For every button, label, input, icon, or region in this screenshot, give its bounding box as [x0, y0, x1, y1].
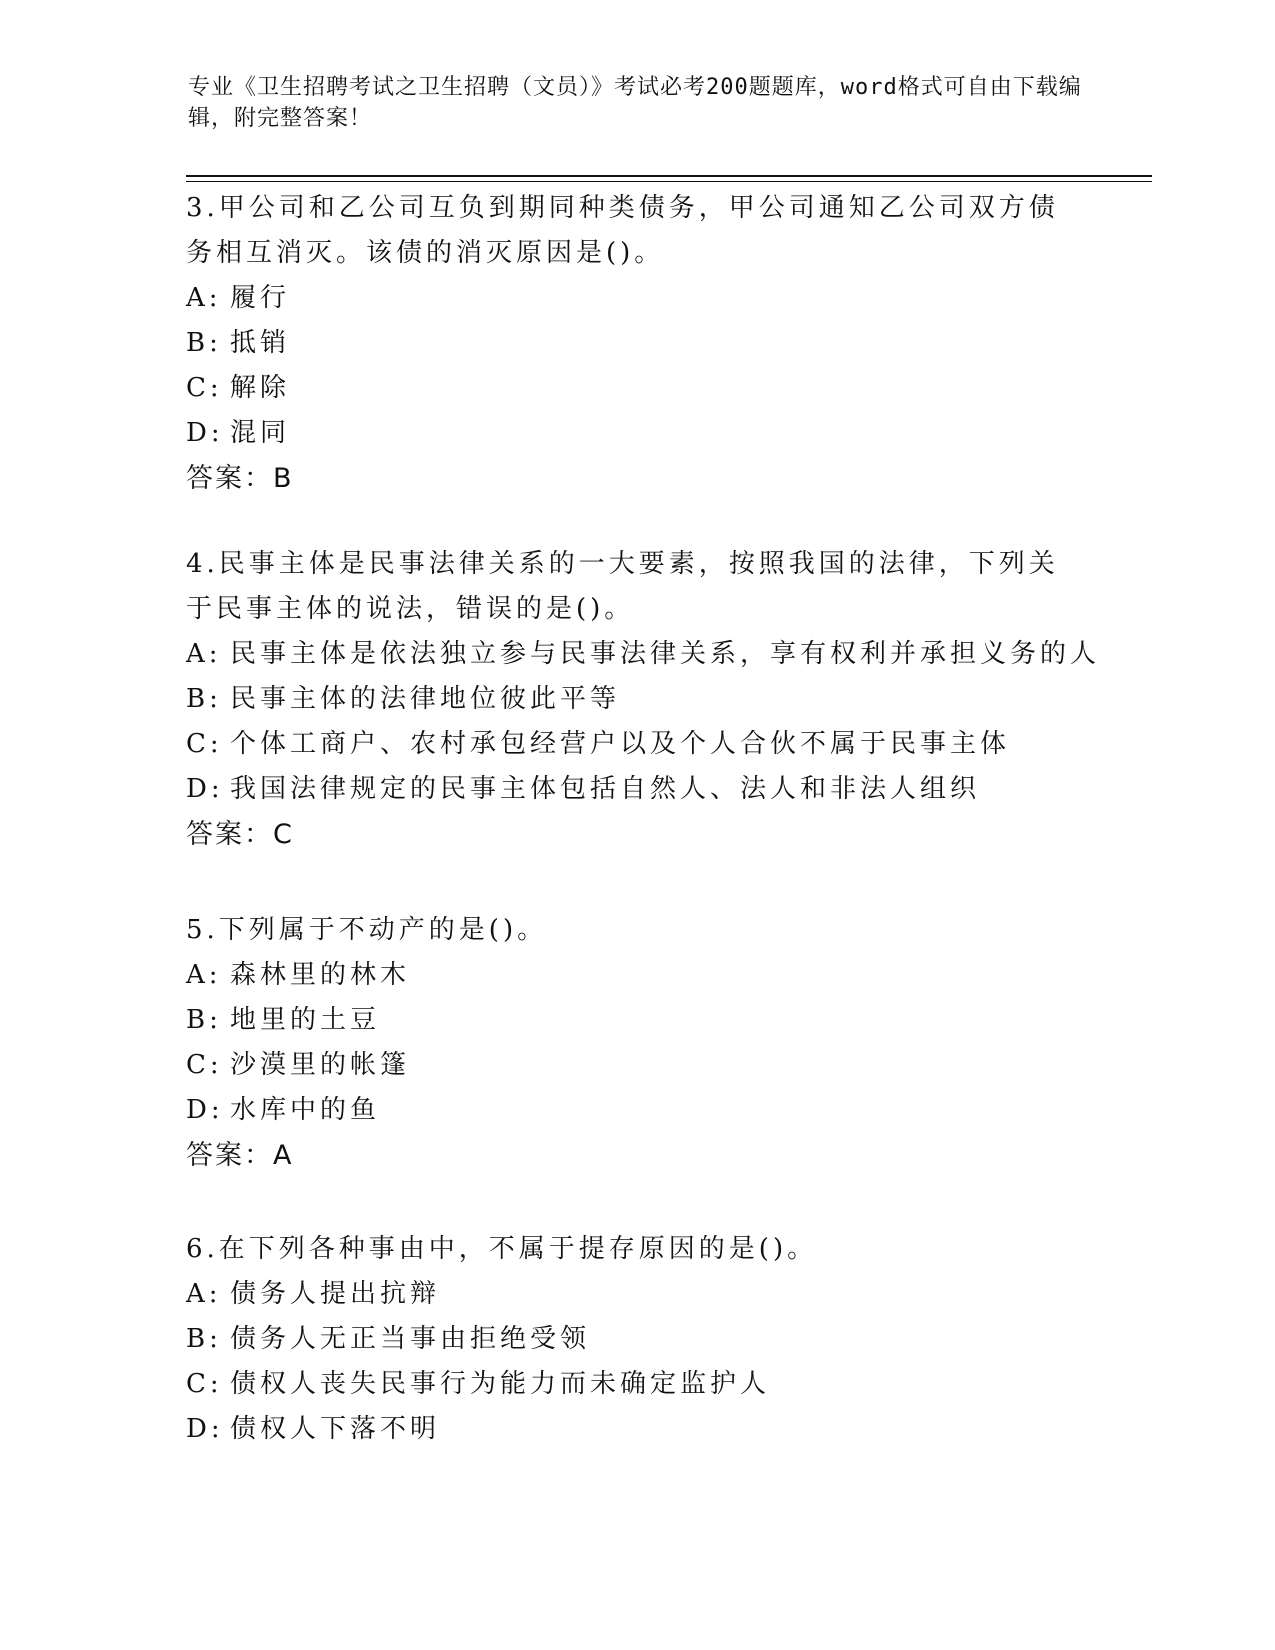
option-text: 解除 — [230, 373, 291, 403]
question-4 — [186, 542, 1166, 857]
option-letter: A: — [186, 1279, 222, 1309]
option-letter: C: — [186, 373, 223, 403]
option-letter: A: — [186, 283, 222, 313]
option-c — [186, 1362, 1166, 1407]
option-text: 债务人提出抗辩 — [230, 1279, 441, 1309]
option-c — [186, 722, 1166, 767]
option-text: 地里的土豆 — [230, 1005, 381, 1035]
option-letter: D: — [186, 774, 224, 804]
option-text: 我国法律规定的民事主体包括自然人、法人和非法人组织 — [230, 774, 981, 804]
answer-label: 答案：C — [186, 819, 294, 850]
option-text: 民事主体的法律地位彼此平等 — [230, 684, 621, 714]
option-letter: A: — [186, 960, 222, 990]
option-a — [186, 953, 1166, 998]
document-header: 专业《卫生招聘考试之卫生招聘（文员）》考试必考200题题库，word格式可自由下载编辑，附完整答案！ — [188, 75, 1082, 131]
option-letter: B: — [186, 328, 222, 358]
option-text: 民事主体是依法独立参与民事法律关系，享有权利并承担义务的人 — [230, 639, 1101, 669]
question-stem: 3.甲公司和乙公司互负到期同种类债务，甲公司通知乙公司双方债务相互消灭。该债的消灭原因是()。 — [186, 193, 1059, 268]
option-c — [186, 366, 1166, 411]
question-stem: 6.在下列各种事由中，不属于提存原因的是()。 — [186, 1234, 818, 1264]
question-6 — [186, 1227, 1166, 1452]
option-d — [186, 1407, 1166, 1452]
option-letter: D: — [186, 1414, 224, 1444]
option-text: 债权人丧失民事行为能力而未确定监护人 — [230, 1369, 771, 1399]
option-text: 混同 — [230, 418, 291, 448]
option-b — [186, 677, 1166, 722]
option-text: 债务人无正当事由拒绝受领 — [230, 1324, 591, 1354]
option-text: 水库中的鱼 — [230, 1095, 381, 1125]
option-letter: D: — [186, 1095, 224, 1125]
question-stem: 4.民事主体是民事法律关系的一大要素，按照我国的法律，下列关于民事主体的说法，错误的是()。 — [186, 549, 1059, 624]
header-divider-thick — [186, 175, 1152, 177]
question-5 — [186, 908, 1166, 1178]
option-text: 履行 — [230, 283, 291, 313]
option-b — [186, 998, 1166, 1043]
option-text: 抵销 — [230, 328, 291, 358]
answer-label: 答案：B — [186, 463, 294, 494]
question-3 — [186, 186, 1166, 501]
option-text: 森林里的林木 — [230, 960, 411, 990]
option-letter: B: — [186, 684, 222, 714]
option-letter: C: — [186, 1050, 223, 1080]
option-b — [186, 321, 1166, 366]
option-letter: B: — [186, 1324, 222, 1354]
question-stem: 5.下列属于不动产的是()。 — [186, 915, 548, 945]
option-letter: C: — [186, 1369, 223, 1399]
option-letter: A: — [186, 639, 222, 669]
answer-label: 答案：A — [186, 1140, 294, 1171]
option-d — [186, 767, 1166, 812]
option-a — [186, 632, 1166, 677]
option-text: 债权人下落不明 — [230, 1414, 441, 1444]
option-text: 个体工商户、农村承包经营户以及个人合伙不属于民事主体 — [230, 729, 1011, 759]
option-letter: B: — [186, 1005, 222, 1035]
option-letter: D: — [186, 418, 224, 448]
header-divider-thin — [186, 181, 1152, 182]
option-c — [186, 1043, 1166, 1088]
option-a — [186, 276, 1166, 321]
option-a — [186, 1272, 1166, 1317]
option-d — [186, 411, 1166, 456]
option-d — [186, 1088, 1166, 1133]
option-letter: C: — [186, 729, 223, 759]
option-text: 沙漠里的帐篷 — [230, 1050, 411, 1080]
option-b — [186, 1317, 1166, 1362]
